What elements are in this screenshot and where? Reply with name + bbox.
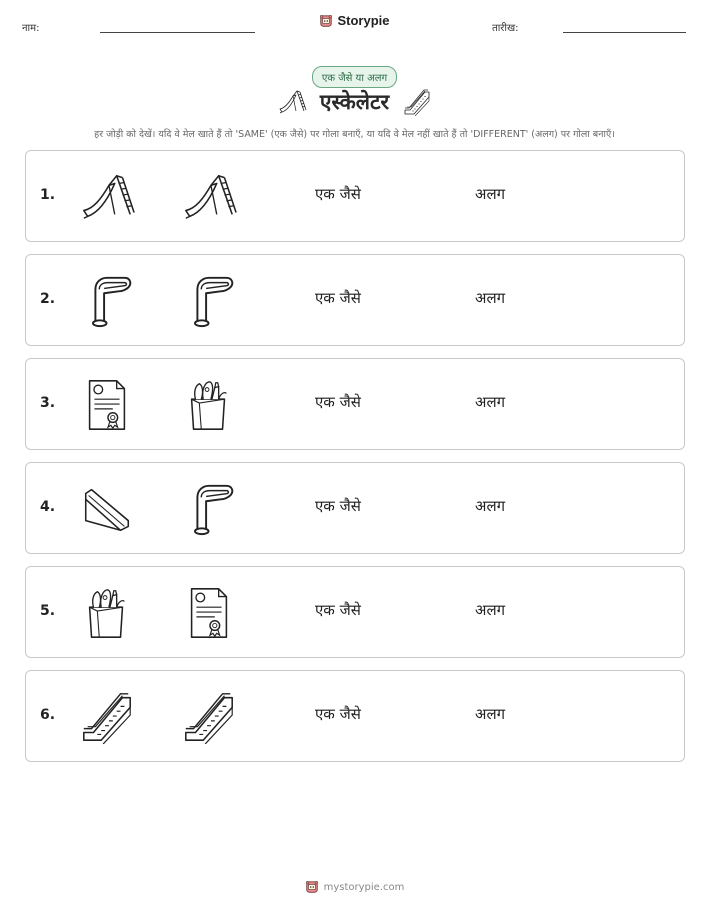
question-number: 5. (40, 603, 56, 619)
question-row (25, 670, 685, 762)
question-number: 3. (40, 395, 56, 411)
date-label: तारीख: (492, 23, 519, 34)
option-different[interactable]: अलग (475, 601, 506, 619)
certificate-icon (78, 377, 136, 433)
ramp-icon (78, 481, 136, 537)
page-title: एस्केलेटर (319, 90, 390, 114)
slide-icon (78, 169, 136, 225)
option-same[interactable]: एक जैसे (315, 601, 361, 619)
option-same[interactable]: एक जैसे (315, 185, 361, 203)
question-row (25, 150, 685, 242)
slide-icon (180, 169, 238, 225)
worksheet-type-badge: एक जैसे या अलग (312, 66, 397, 88)
question-row (25, 254, 685, 346)
footer (0, 880, 709, 894)
question-number: 6. (40, 707, 56, 723)
option-different[interactable]: अलग (475, 289, 506, 307)
grocery-bag-icon (78, 585, 136, 641)
escalator-icon (180, 689, 238, 745)
option-different[interactable]: अलग (475, 497, 506, 515)
handrail-icon (78, 273, 136, 329)
grocery-bag-icon (180, 377, 238, 433)
instructions: हर जोड़ी को देखें। यदि वे मेल खाते हैं तो 'SAME' (एक जैसे) पर गोला बनाएँ, या यदि वे मेल नहीं खाते हैं तो 'DIFFERENT' (अलग) पर गोला बनाएँ। (94, 129, 615, 140)
question-number: 1. (40, 187, 56, 203)
escalator-icon (401, 88, 433, 116)
question-row (25, 566, 685, 658)
mascot-icon (305, 880, 319, 894)
question-number: 4. (40, 499, 56, 515)
option-same[interactable]: एक जैसे (315, 289, 361, 307)
name-label: नाम: (22, 23, 40, 34)
brand-name: Storypie (337, 13, 390, 28)
certificate-icon (180, 585, 238, 641)
question-row (25, 462, 685, 554)
title-row (0, 88, 709, 116)
slide-icon (276, 88, 308, 116)
question-row (25, 358, 685, 450)
date-line[interactable] (563, 32, 686, 33)
brand-logo (0, 13, 709, 28)
option-same[interactable]: एक जैसे (315, 497, 361, 515)
option-same[interactable]: एक जैसे (315, 393, 361, 411)
handrail-icon (180, 481, 238, 537)
footer-site: mystorypie.com (323, 881, 405, 893)
handrail-icon (180, 273, 238, 329)
name-line[interactable] (100, 32, 255, 33)
escalator-icon (78, 689, 136, 745)
option-different[interactable]: अलग (475, 393, 506, 411)
option-same[interactable]: एक जैसे (315, 705, 361, 723)
badge-wrap (0, 66, 709, 88)
option-different[interactable]: अलग (475, 705, 506, 723)
mascot-icon (319, 14, 333, 28)
question-number: 2. (40, 291, 56, 307)
option-different[interactable]: अलग (475, 185, 506, 203)
